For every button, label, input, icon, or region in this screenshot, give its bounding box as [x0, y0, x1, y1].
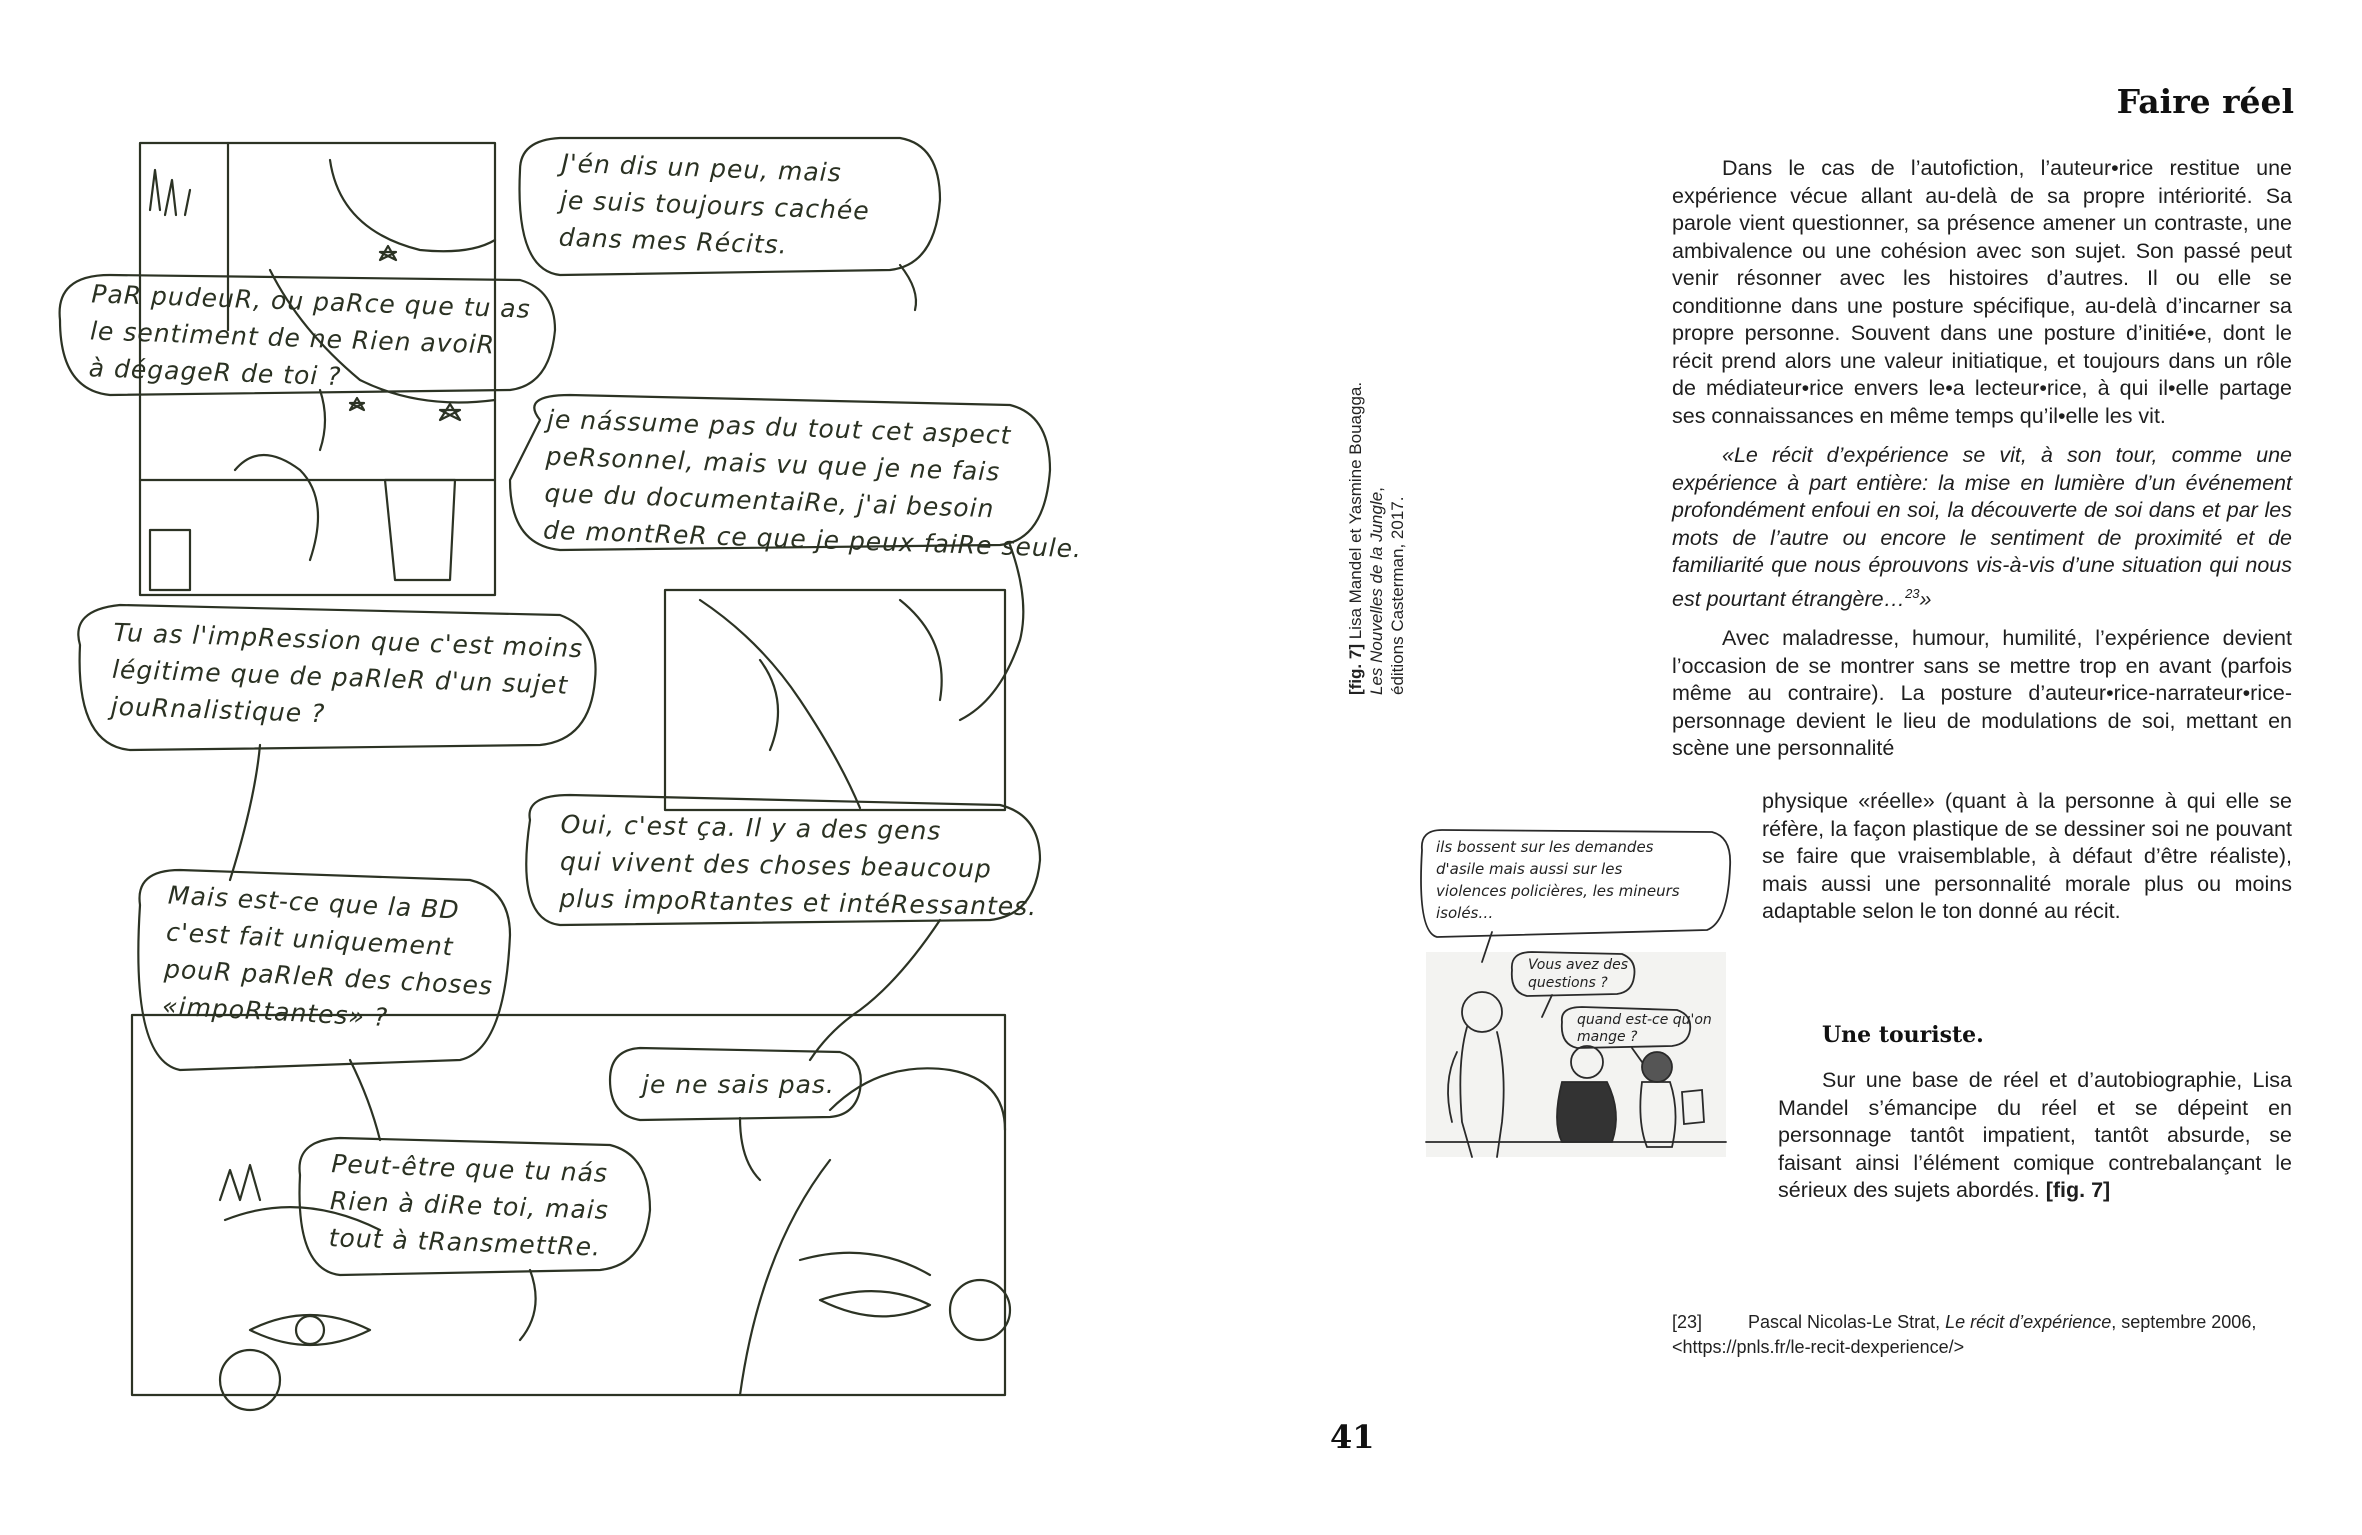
caption-publisher: éditions Casterman, 2017. [1388, 496, 1407, 695]
footnote-number: [23] [1672, 1312, 1703, 1332]
speech-bubble-4: Tu as l'impRession que c'est moins légitime que de paRleR d'un sujet jouRnalistique ? [110, 617, 584, 729]
comic-figure-thumbnail [1412, 822, 1742, 1162]
footnote [1672, 1310, 2292, 1360]
page-number: 41 [1330, 1418, 1375, 1456]
figure-reference: [fig. 7] [2045, 1178, 2111, 1202]
speech-bubble-5: Oui, c'est ça. Il y a des gens qui vivent des choses beaucoup plus impoRtantes et intéRessantes. [559, 809, 1038, 922]
paragraph-3-rest: physique «réelle» (quant à la personne à qui elle se réfère, la façon plastique de se dessiner soi ne pouvant se faire que vraisemblable, à défaut d’être réaliste), mais aussi une personnalité morale plus ou moins adaptable selon le ton donné au récit. [1762, 789, 2292, 923]
speech-bubble-6: Mais est-ce que la BD c'est fait uniquement pouR paRleR des choses «impoRtantes» ? [161, 880, 494, 1033]
speech-bubble-3: je nássume pas du tout cet aspect peRsonnel, mais vu que je ne fais que du documentaiRe, j'ai besoin de montReR ce que je peux faiRe seule. [542, 404, 1083, 564]
footnote-marker: 23 [1905, 585, 1920, 601]
footnote-author: Pascal Nicolas-Le Strat, [1748, 1312, 1941, 1332]
speech-bubble-1: J'én dis un peu, mais je suis toujours cachée dans mes Récits. [558, 148, 871, 260]
paragraph-3-top: Avec maladresse, humour, humilité, l’expérience devient l’occasion de se montrer sans se mettre trop en avant (parfois même au contraire). La posture d’auteur•rice-narrateur•rice-personnage devient le lieu de modulations de soi, mettant en scène une personnalité [1672, 626, 2292, 761]
page-title: Faire réel [2116, 82, 2294, 121]
panel-frame-2 [665, 590, 1005, 810]
paragraph-4 [1778, 1067, 2292, 1205]
figure-bubble-3: quand est-ce qu'on mange ? [1577, 1012, 1712, 1045]
figure-bubble-1: ils bossent sur les demandes d'asile mais aussi sur les violences policières, les mineurs isolés… [1436, 838, 1680, 922]
caption-title: Les Nouvelles de la Jungle [1367, 491, 1386, 695]
speech-bubble-7: je ne sais pas. [642, 1070, 835, 1099]
quote-paragraph [1672, 442, 2292, 613]
figure-bubble-2: Vous avez des questions ? [1528, 957, 1629, 991]
comic-page [0, 0, 1140, 1535]
quote-close: » [1919, 586, 1932, 611]
section-subheading: Une touriste. [1822, 1022, 1984, 1048]
paragraph-1: Dans le cas de l’autofiction, l’auteur•rice restitue une expérience vécue allant au-delà de sa propre intériorité. Sa parole vient questionner, sa présence amener un contraste, une ambivalence ou une cohésion avec son sujet. Son passé peut venir résonner avec les histoires d’autres. Il ou elle se conditionne dans une posture spécifique, au-delà d’incarner sa propre personne. Souvent dans une posture d’initié•e, dont le récit prend alors une valeur initiatique, et toujours dans un rôle de médiateur•rice envers le•a lecteur•rice, à qui il•elle partage ses connaissances en même temps qu’il•elle les vit. [1672, 156, 2292, 428]
footnote-rest: , septembre 2006, <https://pnls.fr/le-recit-dexperience/> [1672, 1312, 2257, 1357]
caption-ref: [fig. 7] [1346, 644, 1365, 695]
caption-authors: Lisa Mandel et Yasmine Bouagga. [1346, 381, 1365, 644]
speech-bubble-8: Peut-être que tu nás Rien à diRe toi, mais tout à tRansmettRe. [328, 1149, 610, 1262]
figure-caption [1345, 382, 1408, 695]
paragraph-4-text: Sur une base de réel et d’autobiographie, Lisa Mandel s’émancipe du réel et se dépeint en personnage tantôt impatient, tantôt absurde, se faisant ainsi l’élément comique contrebalançant le sérieux des sujets abordés. [1778, 1068, 2292, 1202]
footnote-title: Le récit d’expérience [1945, 1312, 2112, 1332]
body-text [1672, 155, 2292, 763]
caption-title-end: , [1367, 487, 1386, 492]
speech-bubble-2: PaR pudeuR, ou paRce que tu as le sentiment de ne Rien avoiR à dégageR de toi ? [88, 279, 532, 392]
quote-text: «Le récit d’expérience se vit, à son tour, comme une expérience à part entière: la mise en lumière d’un événement profondément enfoui en soi, la découverte de soi dans et par les mots de l’autre ou encore le sentiment de proximité et de familiarité que nous éprouvons vis-à-vis d’une situation qui nous est pourtant étrangère… [1672, 443, 2292, 611]
